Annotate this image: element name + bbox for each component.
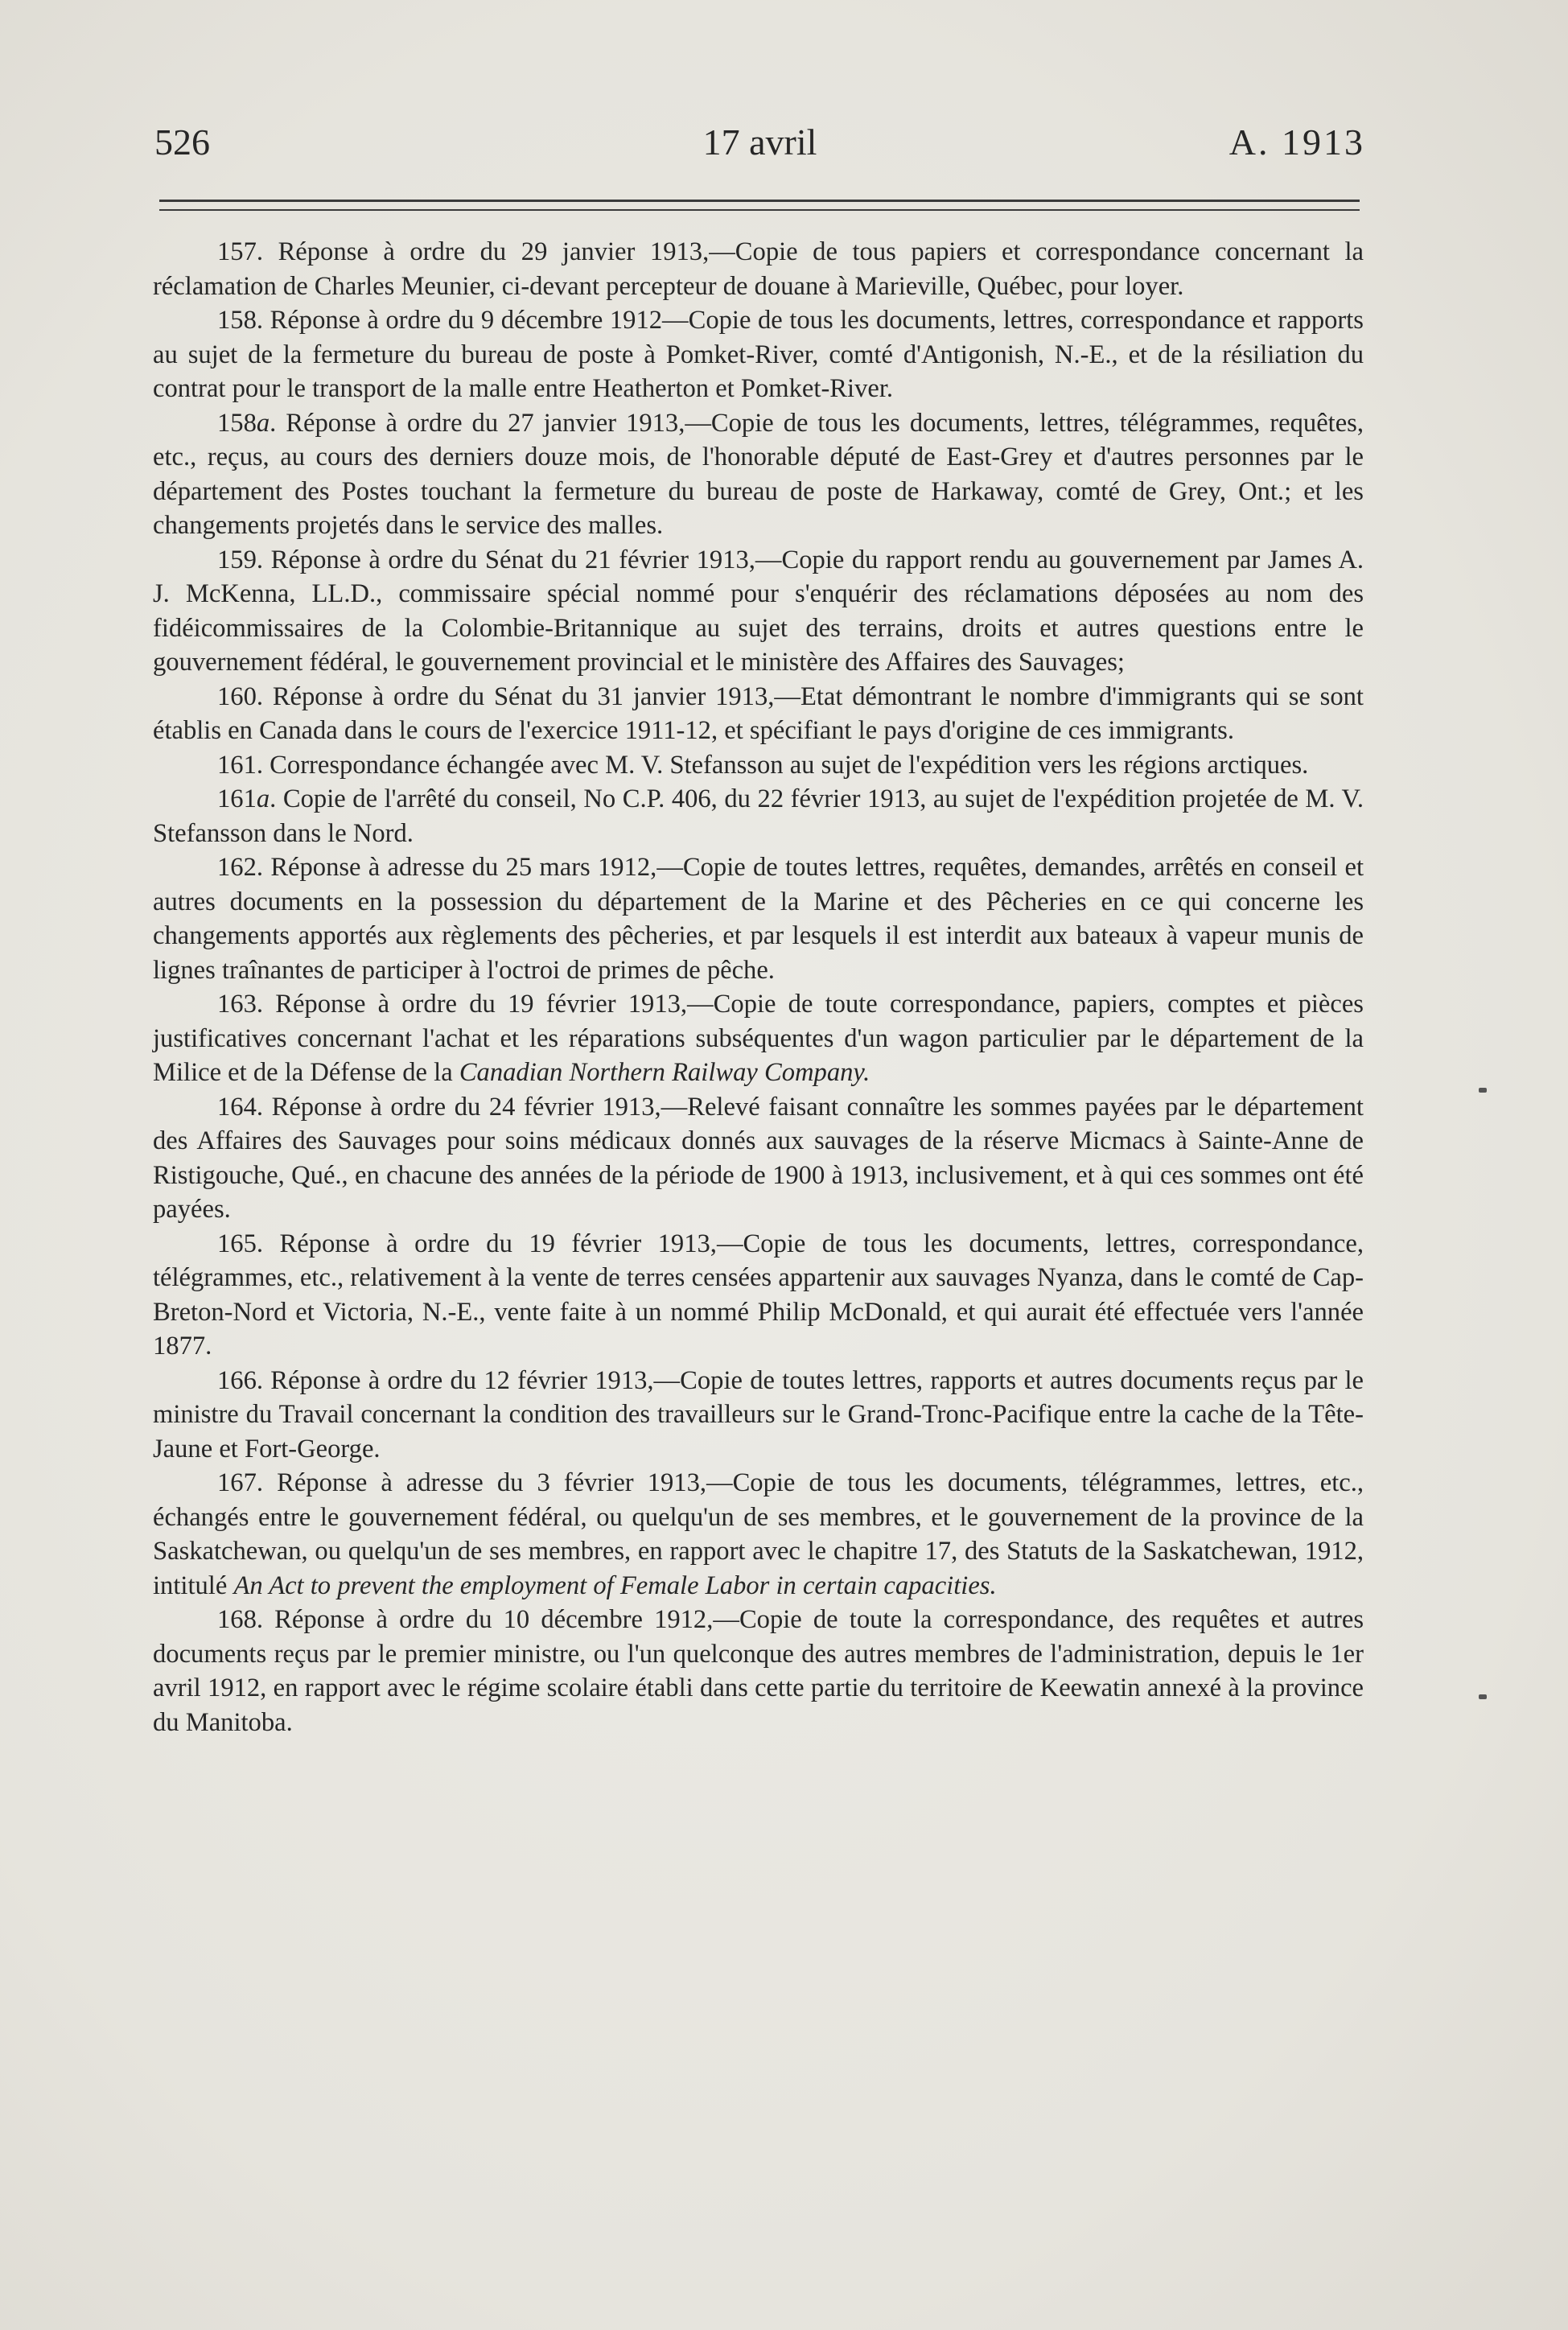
entry-number: 158. (217, 306, 264, 335)
entry-number: 164. (217, 1092, 264, 1122)
entry-number: 161. (217, 750, 264, 780)
entry-number: 166. (217, 1365, 264, 1395)
entry-number: 159. (217, 545, 264, 574)
entry-text: Correspondance échangée avec M. V. Stefansson au sujet de l'expédition vers les régions arctiques. (270, 750, 1309, 780)
header-year: A. 1913 (1228, 121, 1365, 163)
entry-158a (153, 406, 1364, 543)
entry-italic-title: An Act to prevent the employment of Female Labor in certain capacities. (233, 1570, 997, 1600)
entry-number: 168. (217, 1605, 264, 1634)
entry-number: 160. (217, 681, 264, 711)
entry-164 (153, 1090, 1364, 1227)
entry-number: 162. (217, 853, 264, 882)
entry-number: 158a. (217, 408, 277, 438)
entry-number: 161a. (217, 784, 277, 813)
entry-167 (153, 1466, 1364, 1603)
entry-number: 167. (217, 1468, 264, 1497)
entry-163 (153, 987, 1364, 1090)
entry-text: Copie de l'arrêté du conseil, No C.P. 406, du 22 février 1913, au sujet de l'expédition projetée de M. V. Stefansson dans le Nord. (153, 784, 1364, 848)
entry-159 (153, 543, 1364, 680)
entry-168 (153, 1603, 1364, 1739)
entry-160 (153, 680, 1364, 748)
entry-italic-title: Canadian Northern Railway Company. (459, 1058, 870, 1087)
entry-number: 157. (217, 237, 264, 266)
margin-speck (1479, 1088, 1487, 1093)
entry-161a (153, 782, 1364, 850)
entry-number-suffix: a (256, 784, 270, 813)
entry-text: Réponse à ordre du Sénat du 31 janvier 1913,—Etat démontrant le nombre d'immigrants qui se sont établis en Canada dans le cours de l'exercice 1911-12, et spécifiant le pays d'origine de ces immigrants. (153, 681, 1364, 745)
entry-text: Réponse à ordre du 27 janvier 1913,—Copie de tous les documents, lettres, télégrammes, requêtes, etc., reçus, au cours des derniers douze mois, de l'honorable député de East-Grey et d'autres personnes par le département des Postes touchant la fermeture du bureau de poste de Harkaway, comté de Grey, Ont.; et les changements projetés dans le service des malles. (153, 408, 1364, 540)
header-rule-bottom (159, 209, 1360, 211)
entry-157 (153, 235, 1364, 303)
header-rule-top (159, 200, 1360, 202)
entry-text: Réponse à ordre du 19 février 1913,—Copie de toute correspondance, papiers, comptes et pièces justificatives concernant l'achat et les réparations subséquentes d'un wagon particulier par le département de la Milice et de la Défense de la (153, 990, 1364, 1087)
entry-text: Réponse à ordre du 12 février 1913,—Copie de toutes lettres, rapports et autres documents reçus par le ministre du Travail concernant la condition des travailleurs sur le Grand-Tronc-Pacifique entre la cache de la Tête-Jaune et Fort-George. (153, 1365, 1364, 1463)
entry-161 (153, 748, 1364, 783)
entry-text: Réponse à ordre du 29 janvier 1913,—Copie de tous papiers et correspondance concernant la réclamation de Charles Meunier, ci-devant percepteur de douane à Marieville, Québec, pour loyer. (153, 237, 1364, 301)
entry-number: 163. (217, 990, 264, 1019)
margin-speck (1479, 1694, 1487, 1699)
entry-text: Réponse à ordre du Sénat du 21 février 1913,—Copie du rapport rendu au gouvernement par James A. J. McKenna, LL.D., commissaire spécial nommé pour s'enquérir des réclamations déposées au nom des fidéicommissaires de la Colombie-Britannique au sujet des terrains, droits et autres questions entre le gouvernement fédéral, le gouvernement provincial et le ministère des Affaires des Sauvages; (153, 545, 1364, 677)
page-header (154, 121, 1365, 177)
entry-166 (153, 1364, 1364, 1467)
entry-number-suffix: a (256, 408, 270, 438)
entry-text: Réponse à ordre du 10 décembre 1912,—Copie de toute la correspondance, des requêtes et autres documents reçus par le premier ministre, ou l'un quelconque des autres membres de l'administration, depuis le 1er avril 1912, en rapport avec le régime scolaire établi dans cette partie du territoire de Keewatin annexé à la province du Manitoba. (153, 1605, 1364, 1737)
entry-text: Réponse à ordre du 24 février 1913,—Relevé faisant connaître les sommes payées par le département des Affaires des Sauvages pour soins médicaux donnés aux sauvages de la réserve Micmacs à Sainte-Anne de Ristigouche, Qué., en chacune des années de la période de 1900 à 1913, inclusivement, et à qui ces sommes ont été payées. (153, 1092, 1364, 1224)
entry-number: 165. (217, 1229, 264, 1258)
entry-text: Réponse à ordre du 9 décembre 1912—Copie de tous les documents, lettres, correspondance et rapports au sujet de la fermeture du bureau de poste à Pomket-River, comté d'Antigonish, N.-E., et de la résiliation du contrat pour le transport de la malle entre Heatherton et Pomket-River. (153, 306, 1364, 403)
entry-162 (153, 850, 1364, 987)
entry-text: Réponse à ordre du 19 février 1913,—Copie de tous les documents, lettres, correspondance, télégrammes, etc., relativement à la vente de terres censées appartenir aux sauvages Nyanza, dans le comté de Cap-Breton-Nord et Victoria, N.-E., vente faite à un nommé Philip McDonald, et qui aurait été effectuée vers l'année 1877. (153, 1229, 1364, 1361)
entry-text: Réponse à adresse du 3 février 1913,—Copie de tous les documents, télégrammes, lettres, etc., échangés entre le gouvernement fédéral, ou quelqu'un de ses membres, et le gouvernement de la province de la Saskatchewan, ou quelqu'un de ses membres, en rapport avec le chapitre 17, des Statuts de la Saskatchewan, 1912, intitulé (153, 1468, 1364, 1600)
entry-text: Réponse à adresse du 25 mars 1912,—Copie de toutes lettres, requêtes, demandes, arrêtés en conseil et autres documents en la possession du département de la Marine et des Pêcheries en ce qui concerne les changements apportés aux règlements des pêcheries, et par lesquels il est interdit aux bateaux à vapeur munis de lignes traînantes de participer à l'octroi de primes de pêche. (153, 853, 1364, 985)
entry-165 (153, 1227, 1364, 1364)
page-number: 526 (154, 121, 210, 163)
header-date: 17 avril (702, 121, 817, 163)
entry-158 (153, 303, 1364, 406)
document-body (153, 235, 1364, 1739)
